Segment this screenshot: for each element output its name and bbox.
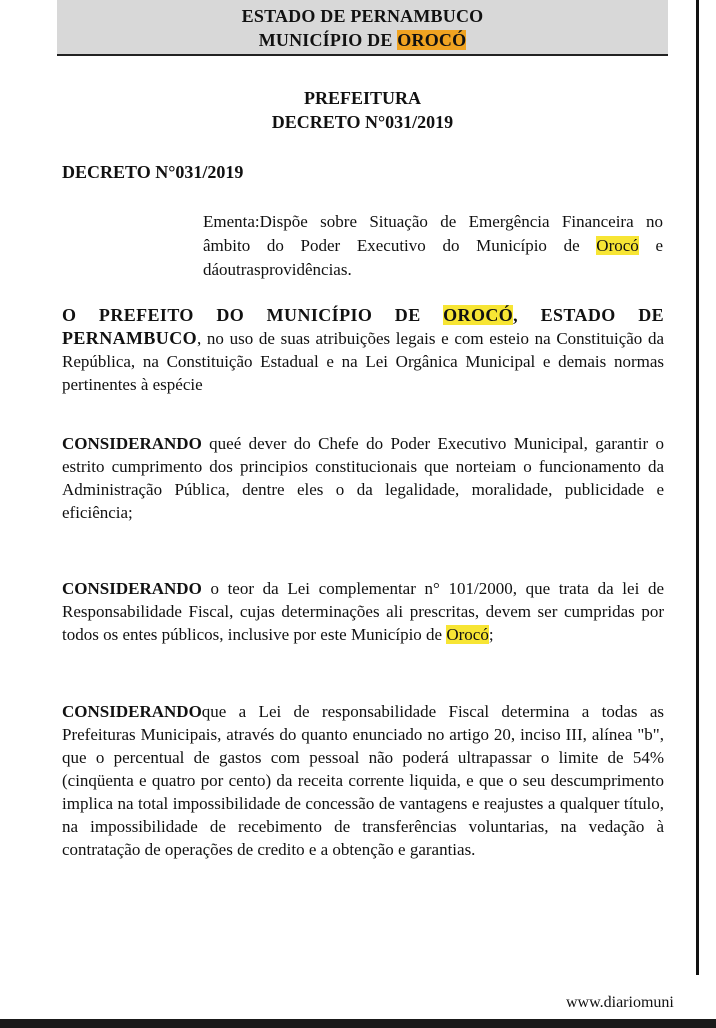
header-state: ESTADO DE PERNAMBUCO (241, 6, 484, 26)
page-border-bottom (0, 1019, 716, 1028)
paragraph-text: queé dever do Chefe do Poder Executivo Municipal, garantir o estrito cumprimento dos principios constitucionais que norteiam o funcionamento da Administração Pública, dentre eles o da legalidade, moralidade, publicidade e eficiência; (62, 434, 664, 522)
decree-label: DECRETO N°031/2019 (62, 162, 244, 182)
paragraph-text: , no uso de suas atribuições legais e com esteio na Constituição da República, na Constituição Estadual e na Lei Orgânica Municipal e demais normas pertinentes à espécie (62, 329, 664, 394)
paragraph-text-after: ; (488, 625, 494, 644)
paragraph-text: que a Lei de responsabilidade Fiscal determina a todas as Prefeituras Municipais, através do quanto enunciado no artigo 20, inciso III, alínea "b", que o percentual de gastos com pessoal não poderá ultrapassar o limite de 54% (cinqüenta e quatro por cento) da receita corrente liquida, e que o seu descumprimento implica na total impossibilidade de concessão de vantagens e reajustes a qualquer título, na impossibilidade de recebimento de transferências voluntarias, na vedação à contratação de operações de credito e a obtenção e garantias. (62, 702, 664, 859)
paragraph-lead: CONSIDERANDO (62, 579, 202, 598)
paragraph-prefeito (62, 304, 664, 396)
header-municipality (57, 28, 668, 52)
ementa-city-highlight: Orocó (596, 236, 639, 255)
page-border-right (696, 0, 699, 975)
header-municipality-prefix: MUNICÍPIO DE (258, 30, 398, 50)
paragraph-text: o teor da Lei complementar n° 101/2000, que trata da lei de Responsabilidade Fiscal, cujas determinações ali prescritas, devem ser cumpridas por todos os entes públicos, inclusive por este Município de (62, 579, 664, 644)
paragraph-lead: O PREFEITO DO MUNICÍPIO DE (62, 305, 444, 325)
city-highlight: Orocó (446, 625, 489, 644)
paragraph-considerando-1 (62, 432, 664, 524)
paragraph-considerando-3 (62, 700, 664, 861)
city-highlight: OROCÓ (443, 305, 514, 325)
ementa-text-after: e dáoutrasprovidências. (203, 236, 663, 279)
paragraph-considerando-2 (62, 577, 664, 646)
paragraph-lead: CONSIDERANDO (62, 434, 202, 453)
ementa-text: Ementa:Dispõe sobre Situação de Emergência Financeira no âmbito do Poder Executivo do Município de (203, 212, 663, 255)
title-prefeitura: PREFEITURA (303, 88, 421, 108)
ementa (203, 210, 663, 282)
paragraph-lead-after: , ESTADO DE PERNAMBUCO (62, 305, 665, 348)
footer-url: www.diariomuni (566, 994, 674, 1011)
title-decree-number: DECRETO N°031/2019 (271, 112, 454, 132)
document-title (57, 86, 668, 134)
header-city-highlight: OROCÓ (397, 30, 467, 50)
paragraph-lead: CONSIDERANDO (62, 702, 202, 721)
document-header (57, 0, 668, 56)
